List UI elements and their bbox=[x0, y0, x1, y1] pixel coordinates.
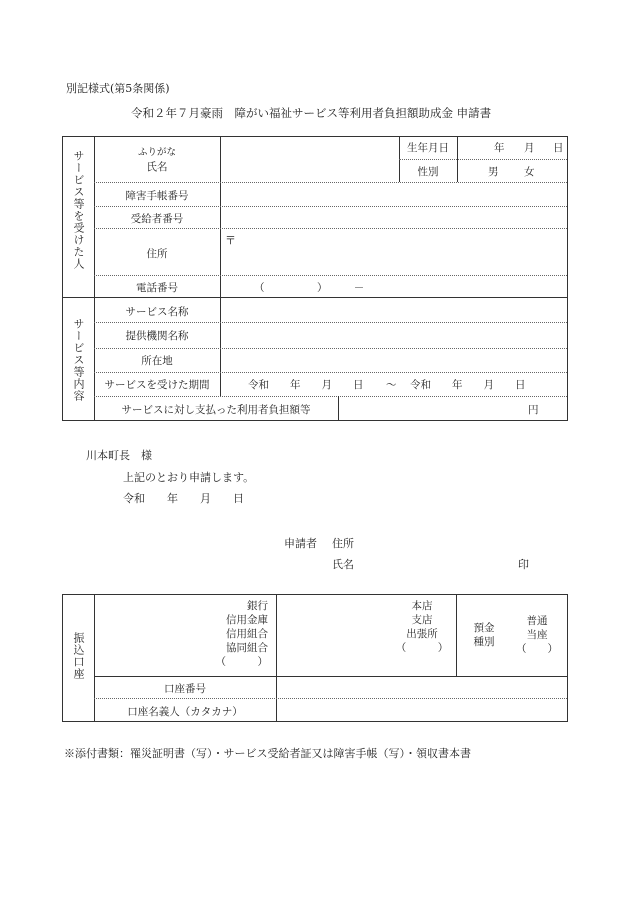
location-label: 所在地 bbox=[141, 355, 173, 367]
location-field[interactable] bbox=[222, 350, 566, 372]
branch-type: 本店 bbox=[411, 600, 433, 612]
furigana-label: ふりがな bbox=[137, 147, 176, 158]
paid-amount-field[interactable] bbox=[340, 399, 524, 420]
birthdate-year: 年 bbox=[494, 142, 505, 154]
period-tilde: ～ bbox=[386, 379, 397, 391]
branch-types[interactable] bbox=[392, 599, 452, 655]
period-from[interactable]: 令和 年 月 日 bbox=[248, 379, 364, 391]
page-title: 令和２年７月豪雨 障がい福祉サービス等利用者負担額助成金 申請書 bbox=[131, 106, 492, 120]
provider-name-field[interactable] bbox=[222, 325, 566, 348]
birthdate-label: 生年月日 bbox=[407, 142, 449, 154]
birthdate-month: 月 bbox=[524, 142, 535, 154]
deposit-type: 当座 bbox=[526, 629, 548, 641]
date-line[interactable]: 令和 年 月 日 bbox=[123, 492, 244, 505]
birthdate-day: 日 bbox=[553, 142, 564, 154]
service-name-label: サービス名称 bbox=[125, 306, 189, 318]
branch-type: 支店 bbox=[411, 614, 433, 626]
applicant-label: 申請者 bbox=[284, 537, 317, 550]
branch-type: 出張所 bbox=[406, 628, 438, 640]
institution-type: （ ） bbox=[215, 656, 268, 668]
deposit-types[interactable] bbox=[514, 614, 560, 656]
beneficiary-no-label: 受給者番号 bbox=[130, 213, 184, 225]
deposit-type: 普通 bbox=[526, 615, 548, 627]
institution-type: 銀行 bbox=[247, 600, 268, 612]
branch-type: （ ） bbox=[395, 642, 449, 654]
account-no-label: 口座番号 bbox=[164, 683, 206, 695]
deposit-type-label: 預金 種別 bbox=[473, 622, 495, 648]
beneficiary-no-field[interactable] bbox=[222, 208, 566, 228]
seal-mark: 印 bbox=[518, 558, 529, 571]
institution-type: 信用組合 bbox=[226, 628, 268, 640]
bank-side-label: 振込口座 bbox=[72, 632, 85, 680]
account-holder-field[interactable] bbox=[278, 700, 567, 721]
phone-label: 電話番号 bbox=[136, 282, 178, 294]
period-label: サービスを受けた期間 bbox=[104, 379, 210, 391]
service-name-field[interactable] bbox=[222, 300, 566, 322]
paid-amount-label: サービスに対し支払った利用者負担額等 bbox=[121, 404, 311, 416]
account-no-field[interactable] bbox=[278, 678, 567, 698]
applicant-address-label: 住所 bbox=[332, 537, 354, 550]
disability-card-label: 障害手帳番号 bbox=[125, 190, 189, 202]
address-field[interactable] bbox=[240, 230, 564, 274]
service-side-label: サービス等内容 bbox=[72, 318, 85, 402]
period-to[interactable]: 令和 年 月 日 bbox=[410, 379, 526, 391]
account-holder-label: 口座名義人（カタカナ） bbox=[127, 706, 243, 718]
attachments-note: ※添付書類：罹災証明書（写）・サービス受給者証又は障害手帳（写）・領収書本書 bbox=[64, 747, 471, 760]
form-label: 別記様式(第5条関係) bbox=[66, 82, 170, 95]
postal-mark: 〒 bbox=[225, 234, 236, 247]
deposit-type: （ ） bbox=[516, 643, 558, 655]
gender-female[interactable]: 女 bbox=[524, 166, 535, 178]
gender-male[interactable]: 男 bbox=[488, 166, 499, 178]
name-field[interactable] bbox=[222, 140, 400, 180]
applicant-name-label: 氏名 bbox=[332, 558, 354, 571]
yen-unit: 円 bbox=[528, 404, 539, 416]
name-label: 氏名 bbox=[146, 161, 168, 173]
institution-type: 協同組合 bbox=[226, 642, 268, 654]
recipient-side-label: サービス等を受けた人 bbox=[72, 150, 85, 270]
institution-types[interactable] bbox=[200, 599, 268, 669]
gender-label: 性別 bbox=[417, 166, 439, 178]
addressee: 川本町長 様 bbox=[86, 449, 152, 462]
phone-template[interactable]: （ ） － bbox=[254, 282, 365, 294]
disability-card-field[interactable] bbox=[222, 184, 566, 206]
institution-type: 信用金庫 bbox=[226, 614, 268, 626]
statement: 上記のとおり申請します。 bbox=[123, 471, 255, 484]
address-label: 住所 bbox=[146, 248, 168, 260]
provider-name-label: 提供機関名称 bbox=[125, 330, 189, 342]
